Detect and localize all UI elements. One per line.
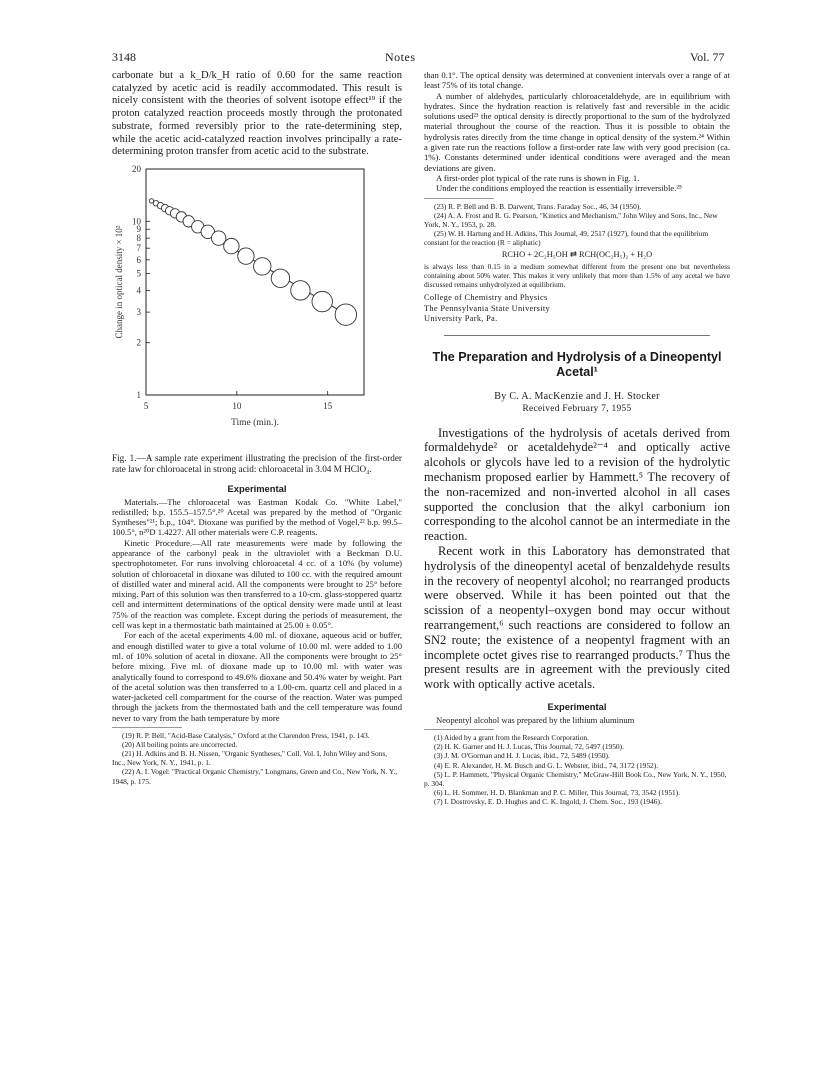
- y-tick-label-4: 7: [136, 243, 141, 254]
- aldehydes-paragraph: A number of aldehydes, particularly chloroacetaldehyde, are in equilibrium with hydrates. Since the hydration reaction is relatively fast and reversible in the acidic solutions used²³ the optical density is directly proportional to the sum of the hydrolyzed material throughout the course of the reaction. Thus it is possible to obtain the hydrolysis rates directly from the time change in optical density of the system.²⁴ Within a given rate run the reactions follow a first-order rate law with very good precision (ca. 1%). Constants determined under identical conditions were averaged and the mean deviations are given.: [424, 90, 730, 173]
- data-point-10: [211, 231, 225, 245]
- plot-frame: [146, 169, 364, 395]
- y-tick-label-0: 20: [132, 163, 141, 174]
- data-point-16: [312, 291, 332, 311]
- footnote-5: (5) L. P. Hammett, "Physical Organic Chemistry," McGraw-Hill Book Co., New York, N. Y., 1950, p. 304.: [424, 769, 727, 788]
- figure-1: [112, 163, 402, 453]
- footnotes-left: [112, 731, 402, 786]
- footnotes-right-top: [424, 202, 730, 290]
- y-axis-label: Change in optical density × 10²: [114, 225, 124, 339]
- article-title: The Preparation and Hydrolysis of a Dineopentyl Acetal¹: [432, 349, 722, 379]
- footnote-25-continued: is always less than 0.15 in a medium somewhat different from the present one but nevertheless containing about 50% water. This makes it very unlikely that more than 1.5% of any acetal we have discussed remains unhydrolyzed at equilibrium.: [424, 262, 730, 290]
- rate-chart: [112, 163, 402, 453]
- x-tick-label-1: 10: [232, 400, 242, 411]
- byline: By C. A. MacKenzie and J. H. Stocker: [494, 390, 660, 402]
- lead-paragraph-2: Recent work in this Laboratory has demonstrated that hydrolysis of the dineopentyl acetal of benzaldehyde results in the recovery of neopentyl alcohol; no rearranged products were observed. While it has been pointed out that the scission of a neopentyl–oxygen bond may occur without rearrangement,⁶ such reactions are considered to follow an SN2 route; the existence of a neopentyl fragment with an incomplete octet gives rise to rearranged products.⁷ Thus the present results are in agreement with the previously cited work with optically active acetals.: [424, 544, 730, 692]
- continued-paragraph: than 0.1°. The optical density was determined at convenient intervals over a range of at least 75% of its total change.: [424, 70, 730, 91]
- y-tick-label-8: 3: [136, 307, 141, 318]
- data-point-15: [291, 281, 310, 300]
- materials-paragraph: Materials.—The chloroacetal was Eastman Kodak Co. "White Label," redistilled; b.p. 155.5–157.5°.²⁰ Acetal was prepared by the method of "Organic Syntheses"²¹; b.p., 104°. Dioxane was purified by the method of Vogel,²² b.p. 99.5–100.5°, n²⁰D 1.4227. All other materials were C.P. reagents.: [112, 496, 402, 538]
- y-tick-label-10: 1: [136, 389, 141, 400]
- footnote-4: (4) E. R. Alexander, H. M. Busch and G. L. Webster, ibid., 74, 3172 (1952).: [434, 760, 659, 770]
- x-tick-label-2: 15: [323, 400, 333, 411]
- y-tick-label-3: 8: [136, 233, 141, 244]
- figure-caption: Fig. 1.—A sample rate experiment illustrating the precision of the first-order rate law for chloroacetal in strong acid: chloroacetal in 3.04 M HClO₄.: [112, 452, 402, 475]
- experimental-heading-left: Experimental: [227, 482, 287, 494]
- lead-paragraph-1: Investigations of the hydrolysis of acetals derived from formaldehyde² or acetaldehyde²⁻⁴ and optically active alcohols or glycols have led to a revision of the hydrolytic mechanism proposed earlier by Hammett.⁵ The recovery of the non-racemized and non-inverted alcohol in all cases supported the conclusion that the alkyl carbonium ion corresponding to the alcohol cannot be an intermediate in the reaction.: [424, 425, 730, 544]
- irreversible-paragraph: Under the conditions employed the reaction is essentially irreversible.²⁵: [436, 183, 682, 194]
- y-tick-label-1: 10: [132, 216, 141, 227]
- left-column: [112, 70, 402, 786]
- volume-label: Vol. 77: [690, 50, 725, 64]
- equilibrium-equation: RCHO + 2C₂H₅OH ⇄ RCH(OC₂H₅)₂ + H₂O: [501, 250, 653, 260]
- x-tick-label-0: 5: [143, 400, 149, 411]
- data-point-13: [254, 258, 271, 275]
- footnote-rule-right: [424, 198, 494, 199]
- data-point-12: [238, 248, 254, 264]
- right-column: [424, 70, 730, 806]
- footnote-7: (7) I. Dostrovsky, E. D. Hughes and C. K. Ingold, J. Chem. Soc., 193 (1946).: [434, 796, 662, 806]
- footnote-22: (22) A. I. Vogel: "Practical Organic Chemistry," Longmans, Green and Co., New York, N. Y., 1948, p. 175.: [112, 767, 398, 786]
- acetal-experiments-paragraph: For each of the acetal experiments 4.00 ml. of dioxane, aqueous acid or buffer, and enough distilled water to give a total volume of 10.00 ml. were added to 1.00 ml. of 10% solution of acetal in dioxane. All the components were brought to 25° before mixing. Five ml. of dioxane made up to 10.00 ml. with water was analytically found to correspond to 49.6% dioxane and 50.4% water by weight. Part of the acetal solution was then transferred to a 1.00-cm. quartz cell and placed in a water-jacketed cell compartment for the course of the reaction. Water was pumped through the jackets from the thermostated bath and the cell temperature was found never to vary from the bath temperature by more: [112, 630, 402, 723]
- footnote-rule-left: [112, 727, 182, 728]
- y-tick-label-6: 5: [136, 268, 141, 279]
- address-line-2: The Pennsylvania State University: [424, 303, 550, 313]
- received-date: Received February 7, 1955: [522, 403, 632, 414]
- footnotes-right-bottom: [424, 733, 730, 806]
- footnote-2: (2) H. K. Garner and H. J. Lucas, This Journal, 72, 5497 (1950).: [434, 742, 624, 752]
- data-point-14: [271, 269, 289, 287]
- footnote-25: (25) W. H. Hartung and H. Adkins, This Journal, 49, 2517 (1927), found that the equilibrium constant for the reaction (R = aliphatic): [424, 228, 709, 247]
- footnote-6: (6) L. H. Sommer, H. D. Blankman and P. C. Miller, This Journal, 73, 3542 (1951).: [434, 787, 681, 797]
- footnote-24: (24) A. A. Frost and R. G. Pearson, "Kinetics and Mechanism," John Wiley and Sons, Inc., New York, N. Y., 1953, p. 28.: [424, 210, 718, 229]
- experimental-heading-right: Experimental: [547, 700, 607, 712]
- page-number: 3148: [112, 50, 136, 64]
- plot-paragraph: A first-order plot typical of the rate runs is shown in Fig. 1.: [436, 172, 640, 183]
- footnote-20: (20) All boiling points are uncorrected.: [122, 740, 238, 750]
- x-axis-label: Time (min.).: [231, 417, 279, 428]
- y-tick-label-5: 6: [136, 254, 141, 265]
- footnote-21: (21) H. Adkins and B. H. Nissen, "Organic Syntheses," Coll. Vol. I, John Wiley and Sons, Inc., New York, N. Y., 1941, p. 1.: [112, 749, 388, 768]
- running-header: Notes: [385, 50, 416, 64]
- y-tick-label-9: 2: [136, 337, 141, 348]
- footnote-rule-bottom: [424, 729, 494, 730]
- experimental-start: Neopentyl alcohol was prepared by the lithium aluminum: [436, 714, 635, 725]
- footnote-23: (23) R. P. Bell and B. B. Darwent, Trans. Faraday Soc., 46, 34 (1950).: [434, 201, 642, 211]
- intro-paragraph: carbonate but a k_D/k_H ratio of 0.60 for the same reaction catalyzed by acetic acid is readily accommodated. This result is nicely consistent with the theories of solvent isotope effect¹⁹ if the proton catalyzed reaction proceeds mostly through the protonated substrate, formed reversibly prior to the rate-determining step, while the acetic acid-catalyzed reaction involves principally a rate-determining proton transfer from acetic acid to the substrate.: [112, 70, 402, 158]
- y-tick-label-7: 4: [136, 285, 141, 296]
- footnote-19: (19) R. P. Bell, "Acid-Base Catalysis," Oxford at the Clarendon Press, 1941, p. 143.: [122, 731, 370, 741]
- footnote-3: (3) J. M. O'Gorman and H. J. Lucas, ibid., 72, 5489 (1950).: [434, 751, 610, 761]
- data-point-17: [335, 304, 356, 325]
- kinetic-procedure-paragraph: Kinetic Procedure.—All rate measurements were made by following the appearance of the carbonyl peak in the ultraviolet with a Beckman D.U. spectrophotometer. For runs involving chloroacetal 4 cc. of a 10% (by volume) solution of chloroacetal in dioxane was diluted to 100 cc. with the required amount of distilled water and mineral acid. All the components were brought to 25° before mixing. Part of this solution was then transferred to a 10-cm. glass-stoppered quartz cell and intermittent determinations of the optical density were made until at least 75% of the reaction was complete. Except during the periods of measurement, the cell was kept in a thermostatic bath maintained at 25.00 ± 0.05°.: [112, 537, 402, 631]
- data-point-11: [224, 238, 239, 253]
- address-block: [424, 293, 730, 324]
- footnote-1: (1) Aided by a grant from the Research Corporation.: [434, 733, 589, 743]
- address-line-1: College of Chemistry and Physics: [424, 293, 548, 303]
- article-separator: [444, 335, 710, 336]
- y-tick-label-2: 9: [136, 224, 141, 235]
- address-line-3: University Park, Pa.: [424, 314, 498, 324]
